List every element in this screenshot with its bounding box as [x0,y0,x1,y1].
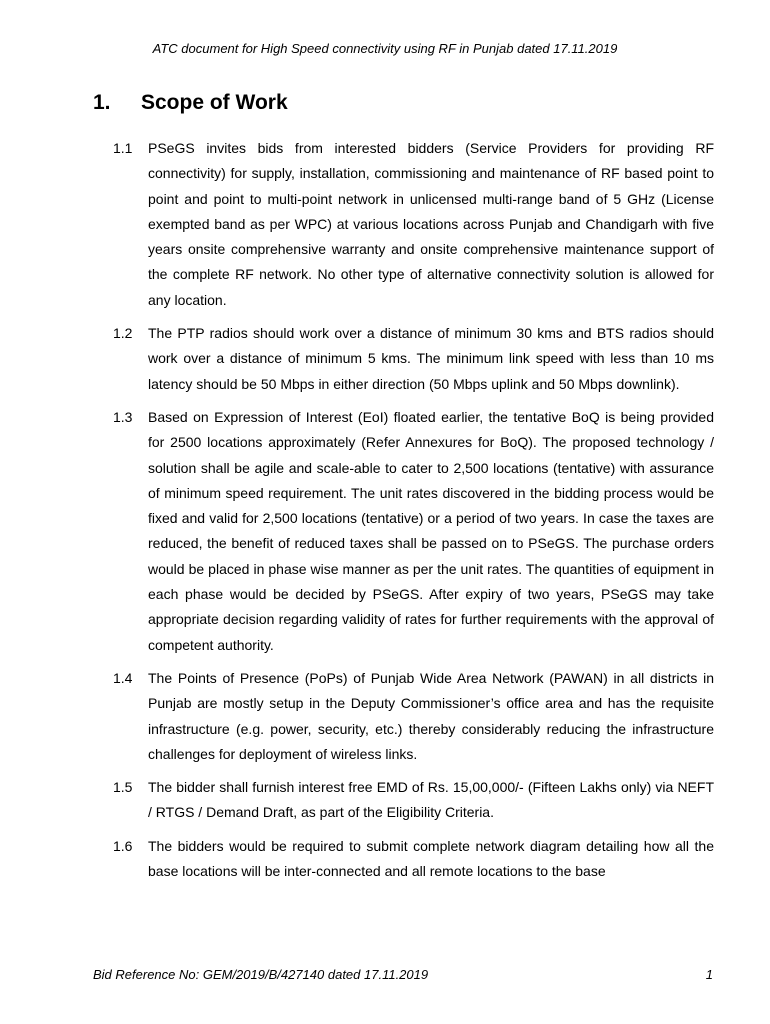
clause-1-2 [113,321,714,397]
clause-number: 1.6 [113,837,133,854]
clause-list [113,136,714,892]
page-header: ATC document for High Speed connectivity using RF in Punjab dated 17.11.2019 [152,41,618,56]
clause-number: 1.1 [113,140,133,156]
clause-1-6 [113,834,714,885]
clause-1-4 [113,666,714,767]
section-heading [93,88,288,118]
page-number: 1 [705,967,713,982]
clause-1-5 [113,775,714,826]
clause-number: 1.3 [113,408,133,425]
clause-number: 1.4 [113,669,133,686]
clause-1-3 [113,405,714,658]
clause-text: The PTP radios should work over a distance of minimum 30 kms and BTS radios should work over a distance of minimum 5 kms. The minimum link speed with less than 10 ms latency should be 50 Mbps in either direction (50 Mbps uplink and 50 Mbps downlink). [148,325,714,392]
section-title: Scope of Work [141,91,288,114]
bid-reference: Bid Reference No: GEM/2019/B/427140 dated 17.11.2019 [93,967,429,982]
section-number: 1. [93,91,111,114]
clause-text: The bidders would be required to submit complete network diagram detailing how all the base locations will be inter-connected and all remote locations to the base [148,837,714,880]
clause-number: 1.2 [113,325,133,342]
clause-text: The Points of Presence (PoPs) of Punjab Wide Area Network (PAWAN) in all districts in Punjab are mostly setup in the Deputy Commissioner’s office area and has the requisite infrastructure (e.g. power, security, etc.) thereby considerably reducing the infrastructure challenges for deployment of wireless links. [148,669,714,762]
clause-text: Based on Expression of Interest (EoI) floated earlier, the tentative BoQ is being provided for 2500 locations approximately (Refer Annexures for BoQ). The proposed technology / solution shall be agile and scale-able to cater to 2,500 locations (tentative) with assurance of minimum speed requirement. The unit rates discovered in the bidding process would be fixed and valid for 2,500 locations (tentative) or a period of two years. In case the taxes are reduced, the benefit of reduced taxes shall be passed on to PSeGS. The purchase orders would be placed in phase wise manner as per the unit rates. The quantities of equipment in each phase would be decided by PSeGS. After expiry of two years, PSeGS may take appropriate decision regarding validity of rates for further requirements with the approval of competent authority. [148,408,714,653]
clause-number: 1.5 [113,779,133,796]
clause-text: PSeGS invites bids from interested bidders (Service Providers for providing RF connectivity) for supply, installation, commissioning and maintenance of RF based point to point and point to multi-point network in unlicensed multi-range band of 5 GHz (License exempted band as per WPC) at various locations across Punjab and Chandigarh with five years onsite comprehensive warranty and onsite comprehensive maintenance support of the complete RF network. No other type of alternative connectivity solution is allowed for any location. [148,140,714,308]
clause-text: The bidder shall furnish interest free EMD of Rs. 15,00,000/- (Fifteen Lakhs only) via NEFT / RTGS / Demand Draft, as part of the Eligibility Criteria. [148,779,714,821]
clause-1-1 [113,136,714,313]
